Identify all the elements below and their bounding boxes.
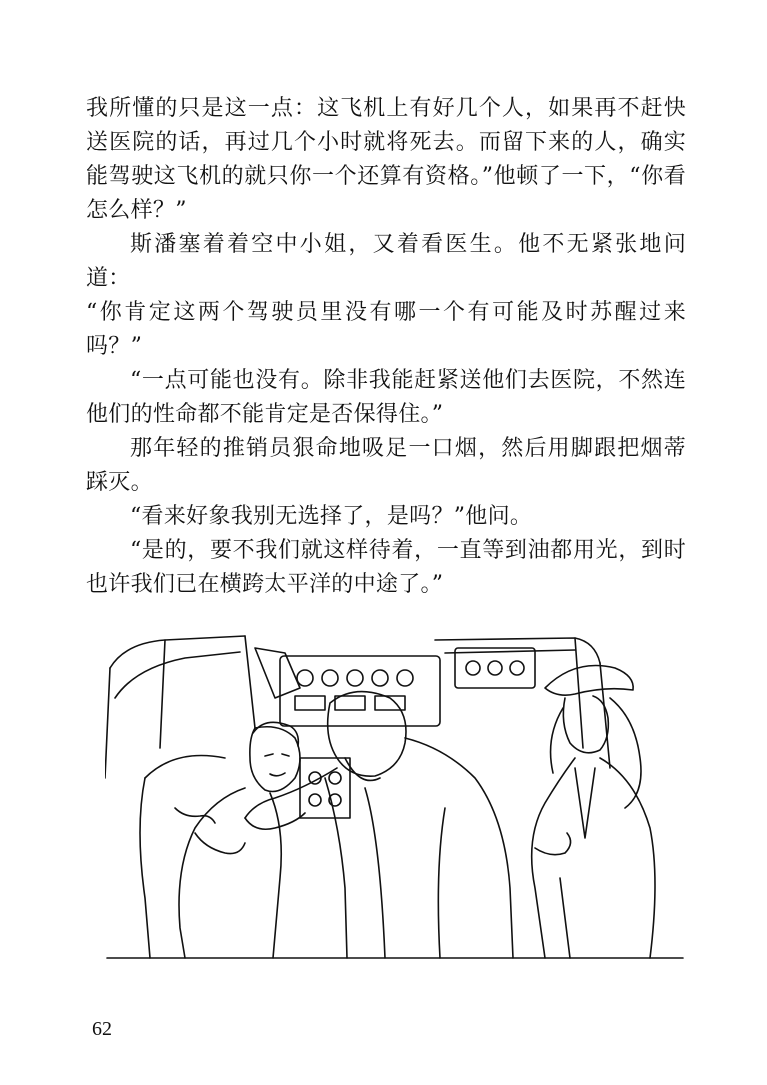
- paragraph-4: “一点可能也没有。除非我能赶紧送他们去医院，不然连他们的性命都不能肯定是否保得住。”: [86, 368, 686, 427]
- seated-man: [140, 722, 300, 958]
- instrument-panel: [280, 648, 535, 818]
- cockpit-illustration: [105, 628, 685, 988]
- paragraph-6: “看来好象我别无选择了，是吗？”他问。: [130, 504, 533, 529]
- paragraph-3: “你肯定这两个驾驶员里没有哪一个有可能及时苏醒过来吗？”: [86, 300, 686, 359]
- flight-attendant: [532, 666, 655, 959]
- body-text: [86, 92, 686, 602]
- paragraph-7: “是的，要不我们就这样待着，一直等到油都用光，到时也许我们已在横跨太平洋的中途了。”: [86, 538, 686, 597]
- page-number: 62: [92, 1018, 112, 1040]
- paragraph-1: 我所懂的只是这一点：这飞机上有好几个人，如果再不赶快送医院的话，再过几个小时就将死去。而留下来的人，确实能驾驶这飞机的就只你一个还算有资格。”他顿了一下，“你看怎么样？”: [86, 96, 686, 223]
- paragraph-5: 那年轻的推销员狠命地吸足一口烟，然后用脚跟把烟蒂踩灭。: [86, 436, 686, 495]
- paragraph-2: 斯潘塞着着空中小姐，又着看医生。他不无紧张地问道：: [86, 232, 686, 291]
- cockpit-frame: [105, 636, 683, 958]
